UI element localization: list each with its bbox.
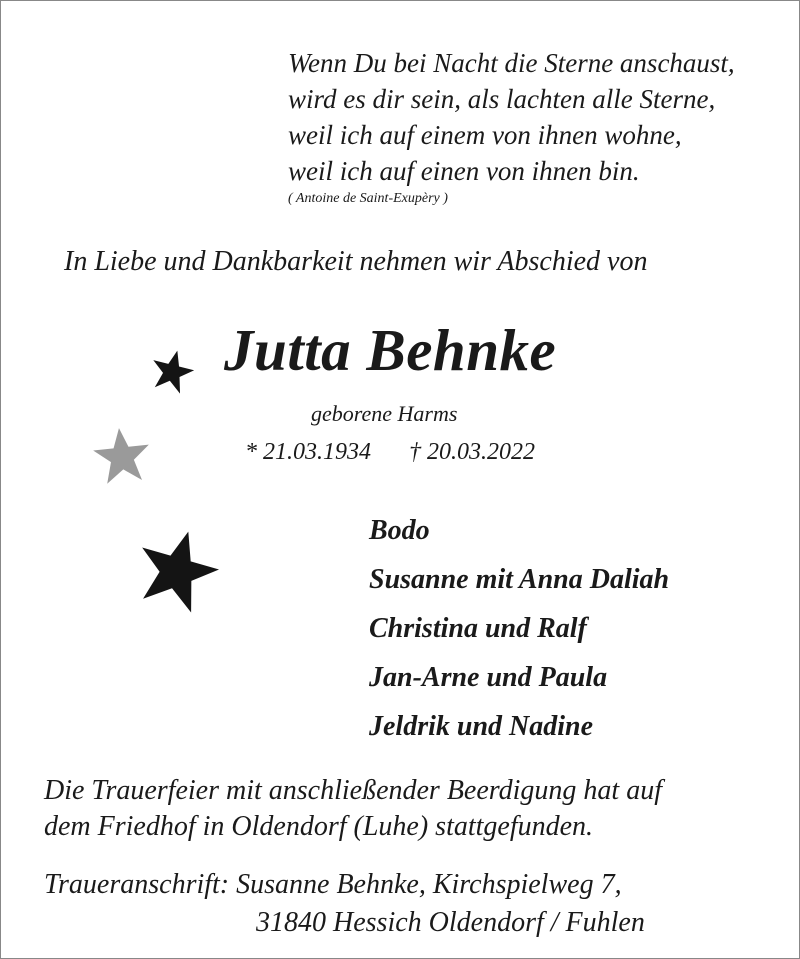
address-line: 31840 Hessich Oldendorf / Fuhlen: [256, 907, 645, 938]
quote-author: ( Antoine de Saint-Exupèry ): [288, 191, 448, 206]
deceased-name: Jutta Behnke: [224, 317, 557, 383]
large-dark-star-icon: [134, 526, 220, 616]
intro-text: In Liebe und Dankbarkeit nehmen wir Abschied von: [64, 246, 648, 277]
death-date: † 20.03.2022: [409, 439, 535, 465]
family-member: Bodo: [369, 515, 430, 546]
quote-line: weil ich auf einem von ihnen wohne,: [288, 120, 682, 150]
maiden-name: geborene Harms: [311, 401, 458, 426]
quote-line: Wenn Du bei Nacht die Sterne anschaust,: [288, 48, 735, 78]
ceremony-line: dem Friedhof in Oldendorf (Luhe) stattgefunden.: [44, 811, 594, 842]
address-line: Traueranschrift: Susanne Behnke, Kirchspielweg 7,: [44, 869, 622, 900]
family-member: Christina und Ralf: [369, 613, 587, 644]
quote-block: [288, 45, 735, 208]
family-member: Susanne mit Anna Daliah: [369, 564, 670, 595]
grey-star-icon: [91, 426, 153, 488]
mourning-address: [44, 866, 645, 942]
family-member: Jeldrik und Nadine: [369, 711, 594, 742]
family-member: Jan-Arne und Paula: [369, 662, 608, 693]
small-dark-star-icon: [150, 348, 194, 396]
ceremony-text: [44, 773, 662, 845]
life-dates: [245, 439, 535, 466]
family-list: [369, 506, 669, 751]
quote-line: weil ich auf einen von ihnen bin.: [288, 156, 640, 186]
quote-line: wird es dir sein, als lachten alle Sterne,: [288, 84, 716, 114]
ceremony-line: Die Trauerfeier mit anschließender Beerdigung hat auf: [44, 775, 662, 806]
birth-date: * 21.03.1934: [245, 439, 371, 465]
